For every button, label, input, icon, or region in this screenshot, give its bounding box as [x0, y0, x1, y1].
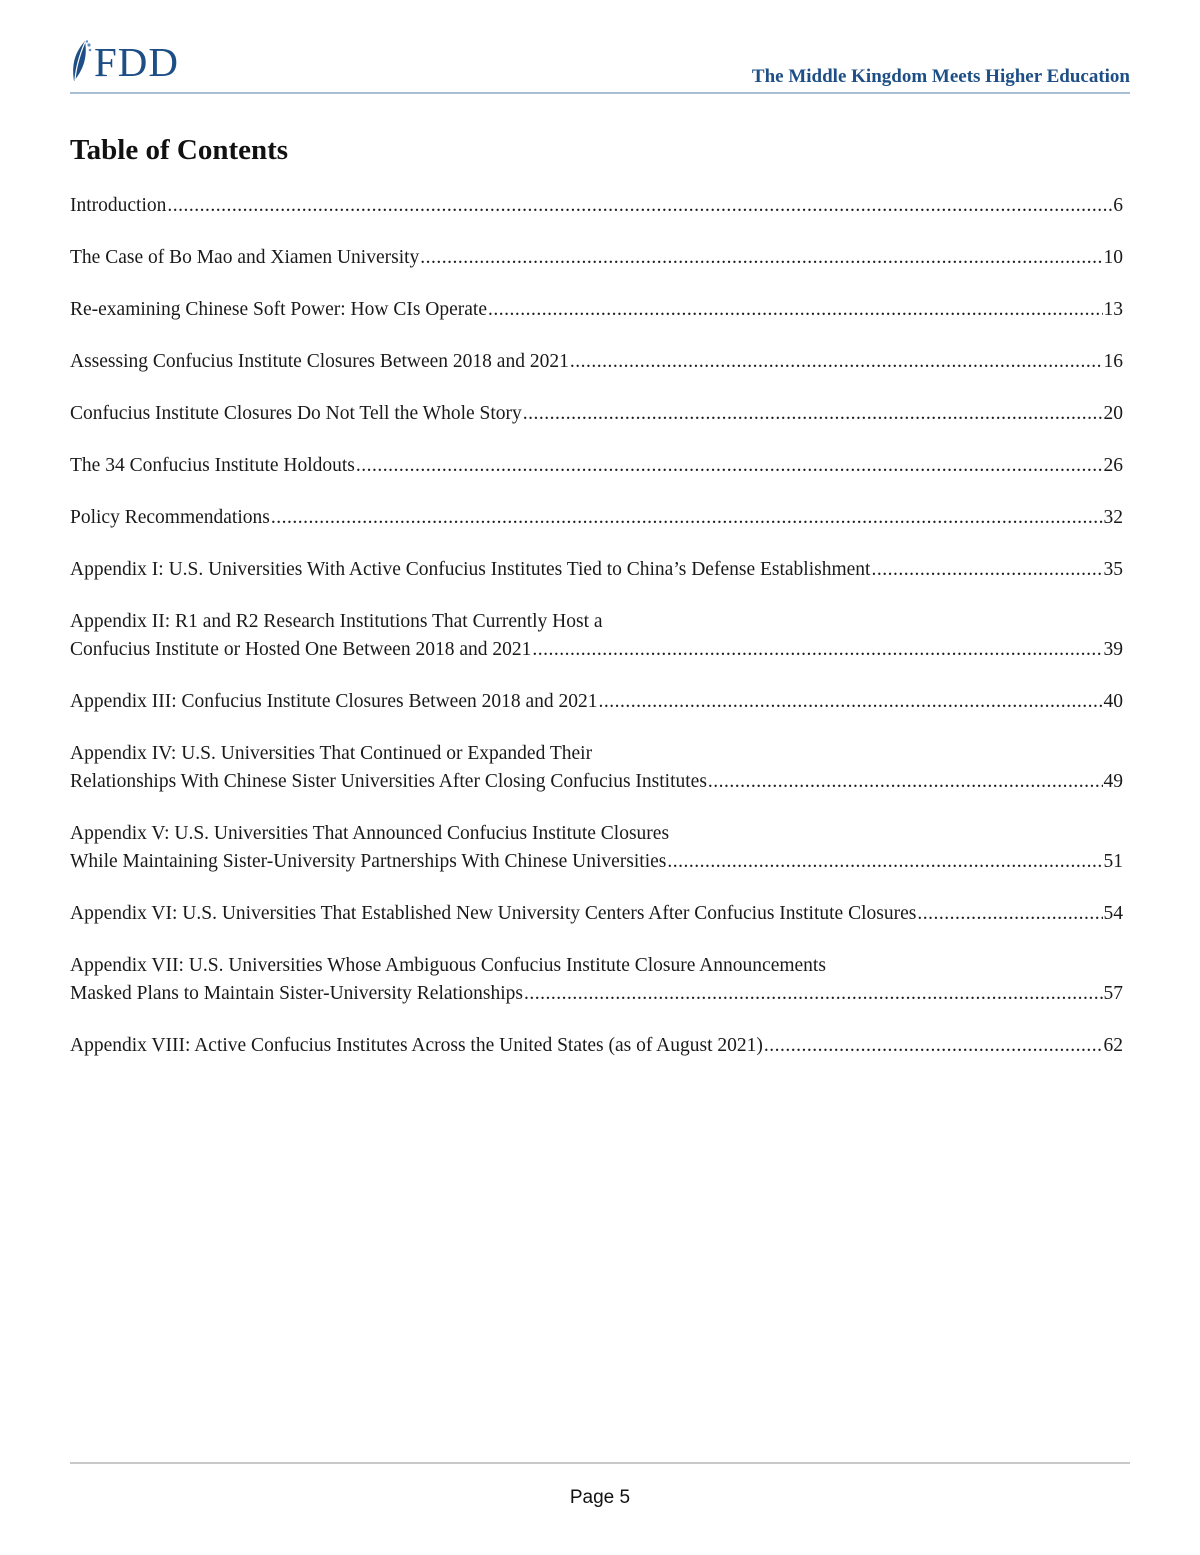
toc-entry[interactable] [70, 900, 1123, 928]
toc-page-number: 57 [1103, 983, 1123, 1004]
toc-page-number: 62 [1103, 1035, 1123, 1056]
dot-leader [917, 900, 1102, 928]
toc-entry[interactable] [70, 1032, 1123, 1060]
document-title: The Middle Kingdom Meets Higher Education [751, 66, 1130, 87]
toc-entry-title: Assessing Confucius Institute Closures Between 2018 and 2021 [70, 351, 569, 372]
toc-page-number: 13 [1103, 299, 1123, 320]
toc-page-number: 39 [1103, 639, 1123, 660]
dot-leader [356, 452, 1103, 480]
toc-entry-title: While Maintaining Sister-University Partnerships With Chinese Universities [70, 851, 667, 872]
toc-entry-title-line: Appendix VII: U.S. Universities Whose Ambiguous Confucius Institute Closure Announcements [70, 955, 826, 976]
toc-entry-title: Masked Plans to Maintain Sister-University Relationships [70, 983, 523, 1004]
dot-leader [764, 1032, 1103, 1060]
toc-entry[interactable] [70, 244, 1123, 272]
toc-entry-title: The 34 Confucius Institute Holdouts [70, 455, 355, 476]
toc-entry[interactable] [70, 688, 1123, 716]
toc-entry-title: Appendix III: Confucius Institute Closures Between 2018 and 2021 [70, 691, 598, 712]
toc-entry-title: Re-examining Chinese Soft Power: How CIs Operate [70, 299, 488, 320]
dot-leader [167, 192, 1112, 220]
toc-entry-title: Confucius Institute Closures Do Not Tell the Whole Story [70, 403, 522, 424]
dot-leader [667, 848, 1102, 876]
toc-entry[interactable] [70, 952, 1123, 1008]
toc-page-number: 40 [1103, 691, 1123, 712]
toc-entry-title-line: Appendix IV: U.S. Universities That Continued or Expanded Their [70, 743, 593, 764]
toc-entry-title-line: Appendix II: R1 and R2 Research Institutions That Currently Host a [70, 611, 603, 632]
dot-leader [708, 768, 1103, 796]
toc-page-number: 32 [1103, 507, 1123, 528]
page-header [70, 30, 1130, 94]
dot-leader [271, 504, 1103, 532]
toc-page-number: 35 [1103, 559, 1123, 580]
toc-page-number: 10 [1103, 247, 1123, 268]
toc-entry-title: Appendix VI: U.S. Universities That Established New University Centers After Confucius Institute Closures [70, 903, 917, 924]
toc-page-number: 6 [1113, 195, 1123, 216]
toc-entry-title: Relationships With Chinese Sister Universities After Closing Confucius Institutes [70, 771, 707, 792]
toc-page-number: 51 [1103, 851, 1123, 872]
dot-leader [488, 296, 1102, 324]
toc-entry[interactable] [70, 504, 1123, 532]
fdd-logo [70, 38, 179, 86]
toc-entry[interactable] [70, 192, 1123, 220]
toc-page-number: 16 [1103, 351, 1123, 372]
dot-leader [524, 980, 1103, 1008]
toc-entry-title: The Case of Bo Mao and Xiamen University [70, 247, 420, 268]
toc-entry[interactable] [70, 740, 1123, 796]
toc-page-number: 49 [1103, 771, 1123, 792]
toc-entry[interactable] [70, 556, 1123, 584]
toc-entry-title-line: Appendix V: U.S. Universities That Announced Confucius Institute Closures [70, 823, 670, 844]
toc-entry[interactable] [70, 296, 1123, 324]
toc-page-number: 20 [1103, 403, 1123, 424]
dot-leader [532, 636, 1102, 664]
toc-page-number: 54 [1103, 903, 1123, 924]
toc-entry-title: Appendix I: U.S. Universities With Active Confucius Institutes Tied to China’s Defense Establishment [70, 559, 871, 580]
dot-leader [570, 348, 1103, 376]
toc-entry-title: Policy Recommendations [70, 507, 270, 528]
toc-entry[interactable] [70, 820, 1123, 876]
toc-entry-title: Introduction [70, 195, 167, 216]
toc-entry[interactable] [70, 608, 1123, 664]
page-number: Page 5 [569, 1487, 631, 1508]
table-of-contents [70, 192, 1123, 1084]
toc-entry[interactable] [70, 400, 1123, 428]
dot-leader [871, 556, 1102, 584]
feather-leaf-icon [70, 39, 92, 85]
toc-page-number: 26 [1103, 455, 1123, 476]
logo-text: FDD [94, 39, 180, 85]
dot-leader [420, 244, 1102, 272]
toc-entry-title: Appendix VIII: Active Confucius Institutes Across the United States (as of August 2021) [70, 1035, 763, 1056]
toc-entry[interactable] [70, 348, 1123, 376]
footer-divider [70, 1462, 1130, 1464]
toc-entry[interactable] [70, 452, 1123, 480]
toc-heading: Table of Contents [70, 134, 289, 166]
dot-leader [599, 688, 1103, 716]
toc-entry-title: Confucius Institute or Hosted One Between 2018 and 2021 [70, 639, 532, 660]
dot-leader [523, 400, 1103, 428]
